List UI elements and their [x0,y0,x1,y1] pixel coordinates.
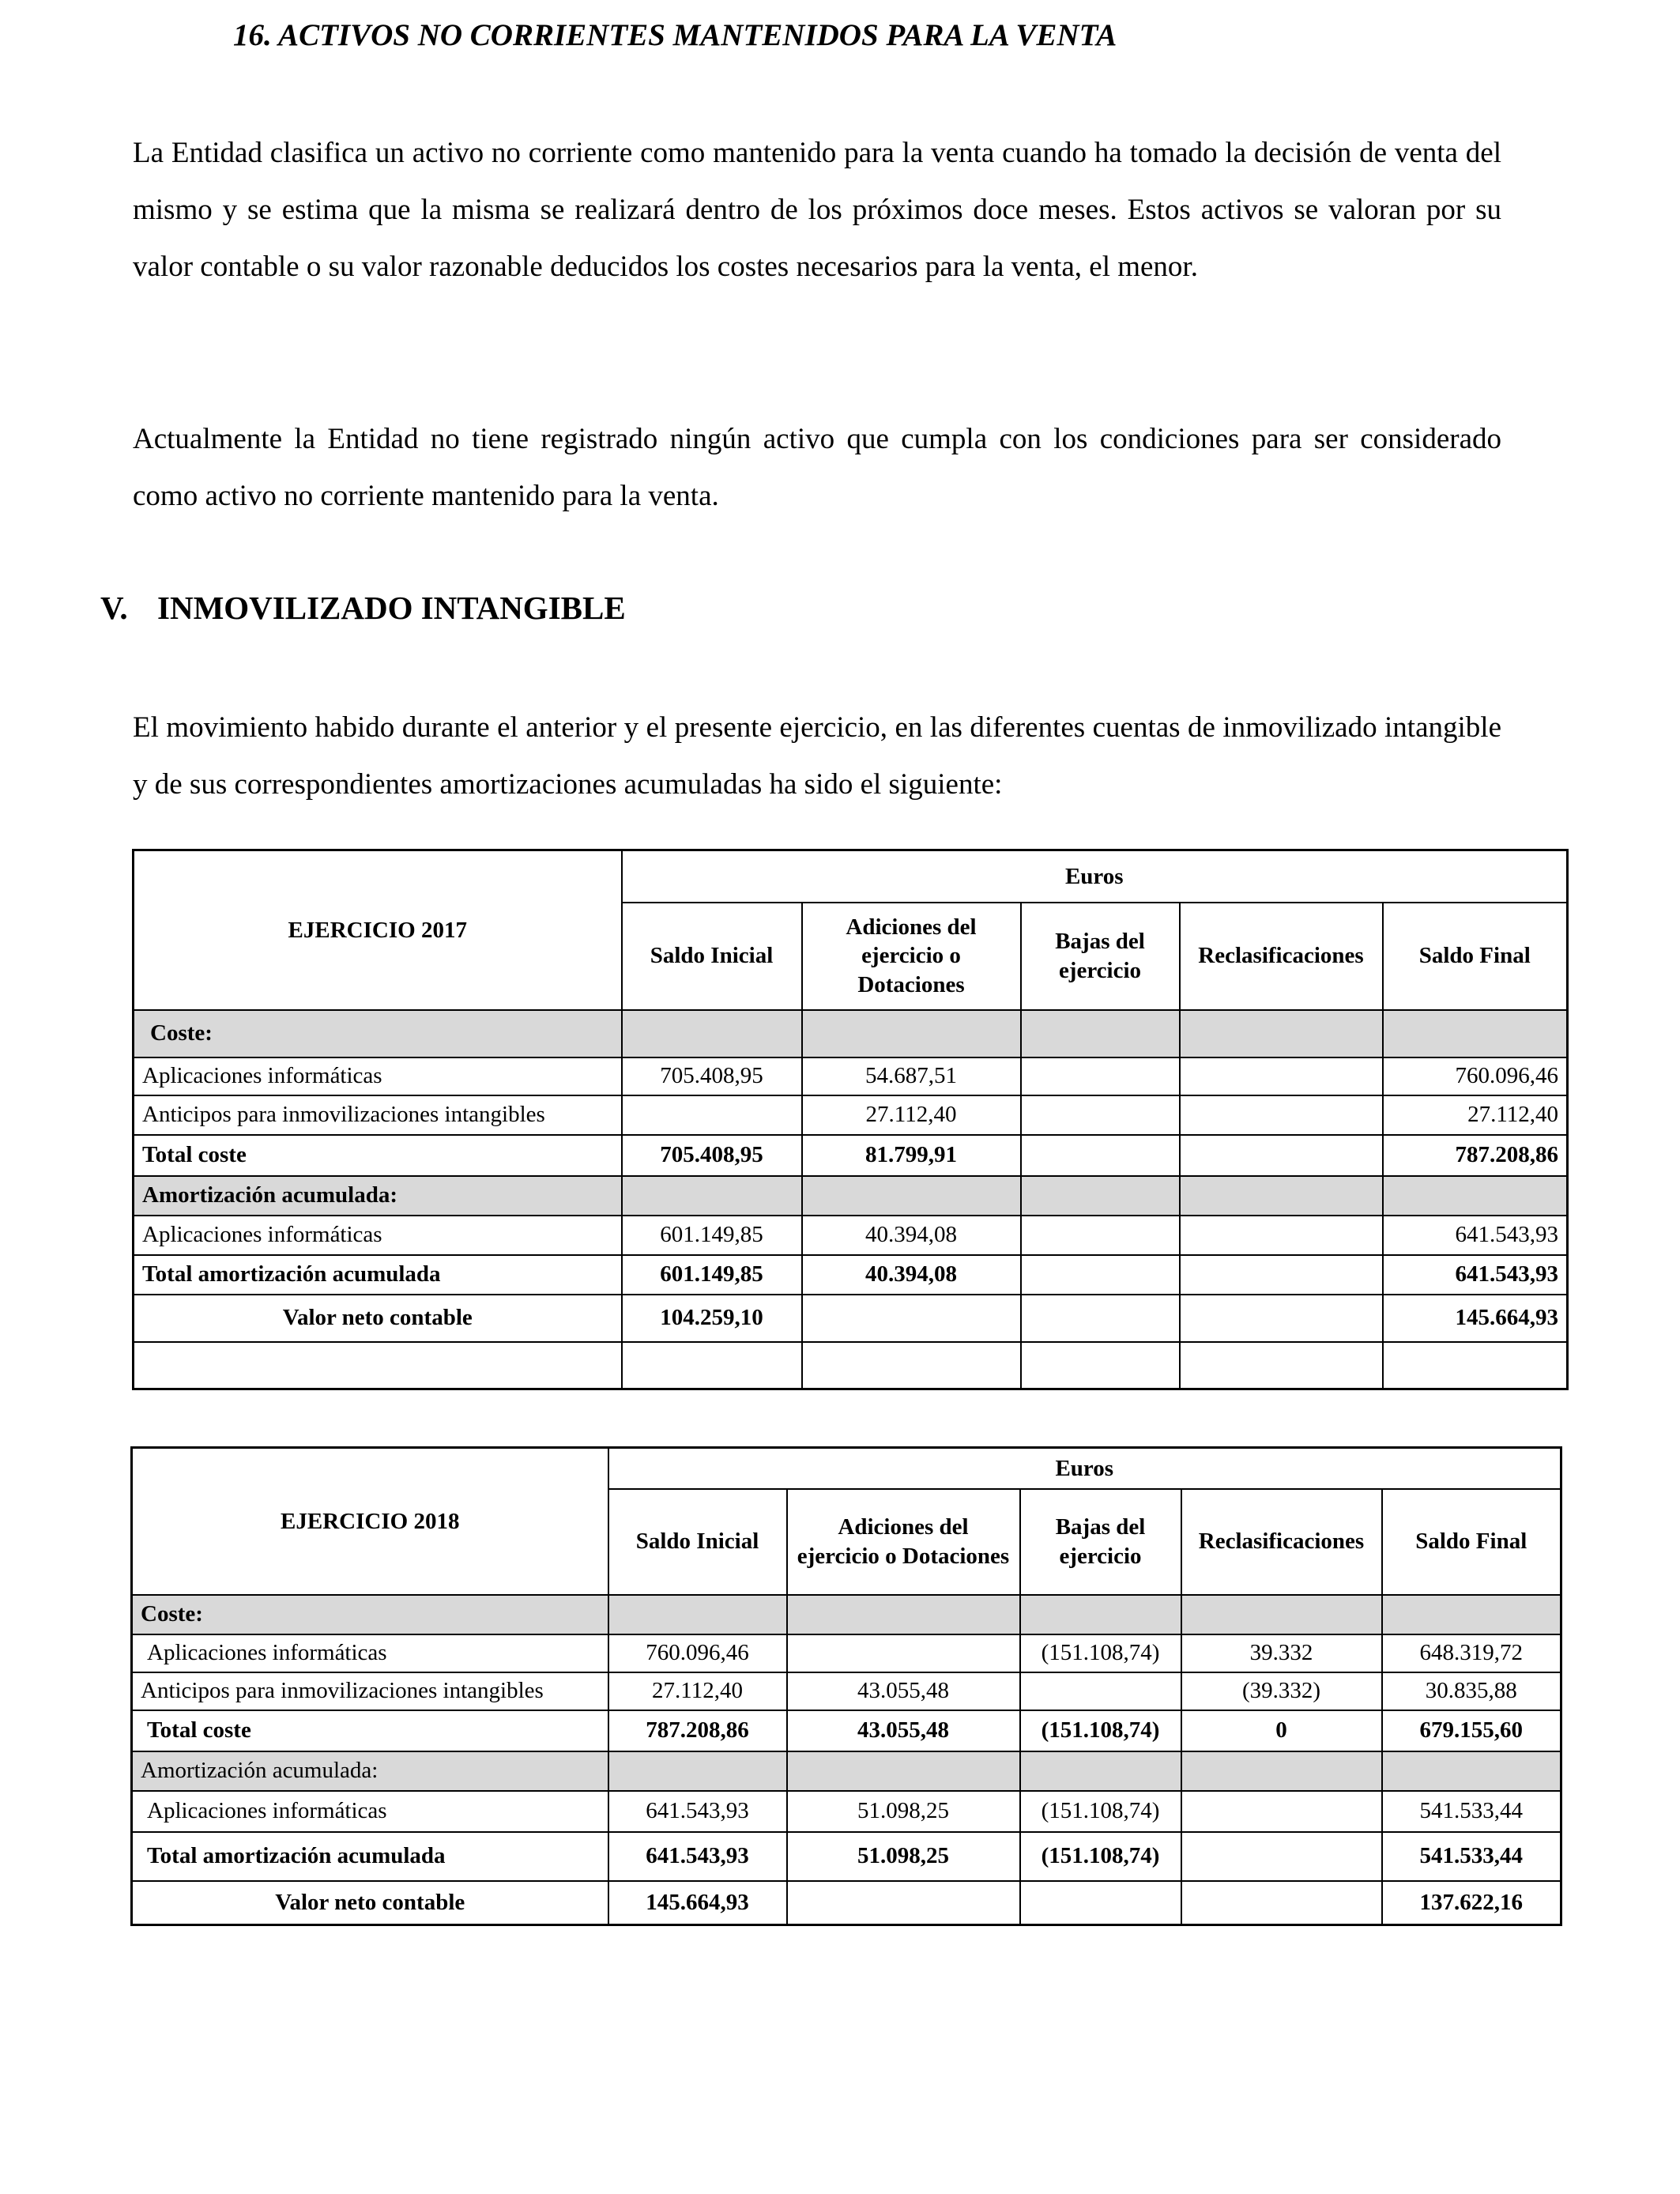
cell-adiciones: 43.055,48 [787,1672,1020,1710]
section-16-heading: 16. ACTIVOS NO CORRIENTES MANTENIDOS PARA LA VENTA [233,18,1117,52]
col-reclasificaciones: Reclasificaciones [1181,1489,1382,1595]
cell-bajas [1020,1881,1181,1925]
empty-row [134,1342,1568,1389]
cell-saldo-inicial: 641.543,93 [608,1832,787,1881]
row-label: Aplicaciones informáticas [132,1634,608,1672]
row-label: Total coste [134,1135,622,1176]
cell-bajas [1021,1255,1180,1295]
row-label: Valor neto contable [134,1295,622,1342]
cell-bajas: (151.108,74) [1020,1710,1181,1751]
section-16-paragraph-2: Actualmente la Entidad no tiene registrado ningún activo que cumpla con los condiciones para ser considerado como activo no corriente mantenido para la venta. [133,423,1501,512]
total-amortizacion-row [134,1255,1568,1295]
section-row-amortizacion [132,1751,1561,1791]
cell-adiciones: 51.098,25 [787,1832,1020,1881]
cell-saldo-inicial: 787.208,86 [608,1710,787,1751]
cell-adiciones: 27.112,40 [802,1095,1021,1135]
cell-saldo-inicial: 104.259,10 [622,1295,802,1342]
table-row [132,1672,1561,1710]
row-label: Valor neto contable [132,1881,608,1925]
total-amortizacion-row [132,1832,1561,1881]
table-title: EJERCICIO 2017 [134,850,622,1010]
section-row-amortizacion [134,1176,1568,1216]
cell-bajas [1020,1672,1181,1710]
cell-saldo-inicial: 27.112,40 [608,1672,787,1710]
section-v-title: INMOVILIZADO INTANGIBLE [157,590,626,626]
cell-bajas: (151.108,74) [1020,1634,1181,1672]
cell-bajas [1021,1095,1180,1135]
row-label: Total coste [132,1710,608,1751]
section-v-heading [100,589,626,627]
cell-saldo-final: 541.533,44 [1382,1791,1561,1832]
cell-reclasificaciones [1181,1791,1382,1832]
cell-saldo-final: 641.543,93 [1383,1216,1568,1255]
cell-adiciones: 40.394,08 [802,1255,1021,1295]
col-bajas: Bajas del ejercicio [1020,1489,1181,1595]
cell-saldo-inicial [622,1095,802,1135]
cell-reclasificaciones [1180,1057,1383,1095]
cell-saldo-final: 679.155,60 [1382,1710,1561,1751]
col-bajas: Bajas del ejercicio [1021,903,1180,1010]
cell-reclasificaciones [1180,1216,1383,1255]
table-row [134,1216,1568,1255]
cell-reclasificaciones [1180,1095,1383,1135]
col-saldo-final: Saldo Final [1383,903,1568,1010]
cell-saldo-final: 648.319,72 [1382,1634,1561,1672]
cell-adiciones: 40.394,08 [802,1216,1021,1255]
cell-saldo-inicial: 705.408,95 [622,1057,802,1095]
table-ejercicio-2018 [130,1446,1562,1926]
col-saldo-inicial: Saldo Inicial [622,903,802,1010]
cell-reclasificaciones [1180,1135,1383,1176]
cell-saldo-final: 760.096,46 [1383,1057,1568,1095]
row-label: Aplicaciones informáticas [132,1791,608,1832]
valor-neto-row [132,1881,1561,1925]
table-ejercicio-2017 [132,849,1569,1390]
cell-saldo-inicial: 601.149,85 [622,1255,802,1295]
row-label: Anticipos para inmovilizaciones intangibles [132,1672,608,1710]
coste-label: Coste: [134,1010,622,1057]
table-row [132,1634,1561,1672]
total-coste-row [132,1710,1561,1751]
table-row [134,1057,1568,1095]
section-v-paragraph: El movimiento habido durante el anterior y el presente ejercicio, en las diferentes cuentas de inmovilizado intangible y de sus correspondientes amortizaciones acumuladas ha sido el siguiente: [133,711,1501,801]
table-title: EJERCICIO 2018 [132,1448,608,1595]
cell-adiciones [787,1634,1020,1672]
cell-bajas: (151.108,74) [1020,1832,1181,1881]
cell-saldo-inicial: 705.408,95 [622,1135,802,1176]
section-row-coste [132,1595,1561,1634]
row-label: Aplicaciones informáticas [134,1216,622,1255]
cell-adiciones: 54.687,51 [802,1057,1021,1095]
section-v-number: V. [100,590,128,626]
col-adiciones: Adiciones del ejercicio o Dotaciones [787,1489,1020,1595]
row-label: Total amortización acumulada [132,1832,608,1881]
valor-neto-row [134,1295,1568,1342]
cell-adiciones: 81.799,91 [802,1135,1021,1176]
cell-saldo-final: 787.208,86 [1383,1135,1568,1176]
euros-header: Euros [622,850,1568,903]
cell-reclasificaciones: 0 [1181,1710,1382,1751]
cell-saldo-inicial: 145.664,93 [608,1881,787,1925]
col-adiciones: Adiciones del ejercicio o Dotaciones [802,903,1021,1010]
cell-reclasificaciones [1181,1881,1382,1925]
cell-saldo-final: 541.533,44 [1382,1832,1561,1881]
euros-header: Euros [608,1448,1561,1489]
row-label: Aplicaciones informáticas [134,1057,622,1095]
coste-label: Coste: [132,1595,608,1634]
cell-reclasificaciones [1180,1255,1383,1295]
cell-bajas [1021,1295,1180,1342]
col-reclasificaciones: Reclasificaciones [1180,903,1383,1010]
cell-saldo-final: 137.622,16 [1382,1881,1561,1925]
total-coste-row [134,1135,1568,1176]
cell-adiciones: 51.098,25 [787,1791,1020,1832]
cell-bajas [1021,1135,1180,1176]
cell-saldo-final: 641.543,93 [1383,1255,1568,1295]
cell-bajas [1021,1216,1180,1255]
cell-saldo-inicial: 760.096,46 [608,1634,787,1672]
table-row [134,1095,1568,1135]
cell-saldo-final: 27.112,40 [1383,1095,1568,1135]
section-16-paragraph-1: La Entidad clasifica un activo no corriente como mantenido para la venta cuando ha tomado la decisión de venta del mismo y se estima que la misma se realizará dentro de los próximos doce meses. Estos activos se valoran por su valor contable o su valor razonable deducidos los costes necesarios para la venta, el menor. [133,137,1501,283]
cell-adiciones [787,1881,1020,1925]
cell-adiciones: 43.055,48 [787,1710,1020,1751]
table-row [132,1791,1561,1832]
cell-saldo-inicial: 601.149,85 [622,1216,802,1255]
cell-reclasificaciones [1180,1295,1383,1342]
cell-bajas: (151.108,74) [1020,1791,1181,1832]
amortizacion-label: Amortización acumulada: [132,1751,608,1791]
cell-saldo-final: 30.835,88 [1382,1672,1561,1710]
table-header-row [132,1448,1561,1489]
cell-reclasificaciones: 39.332 [1181,1634,1382,1672]
row-label: Total amortización acumulada [134,1255,622,1295]
amortizacion-label: Amortización acumulada: [134,1176,622,1216]
cell-adiciones [802,1295,1021,1342]
col-saldo-final: Saldo Final [1382,1489,1561,1595]
cell-reclasificaciones: (39.332) [1181,1672,1382,1710]
cell-reclasificaciones [1181,1832,1382,1881]
section-row-coste [134,1010,1568,1057]
cell-saldo-inicial: 641.543,93 [608,1791,787,1832]
cell-saldo-final: 145.664,93 [1383,1295,1568,1342]
cell-bajas [1021,1057,1180,1095]
col-saldo-inicial: Saldo Inicial [608,1489,787,1595]
row-label: Anticipos para inmovilizaciones intangibles [134,1095,622,1135]
table-header-row [134,850,1568,903]
